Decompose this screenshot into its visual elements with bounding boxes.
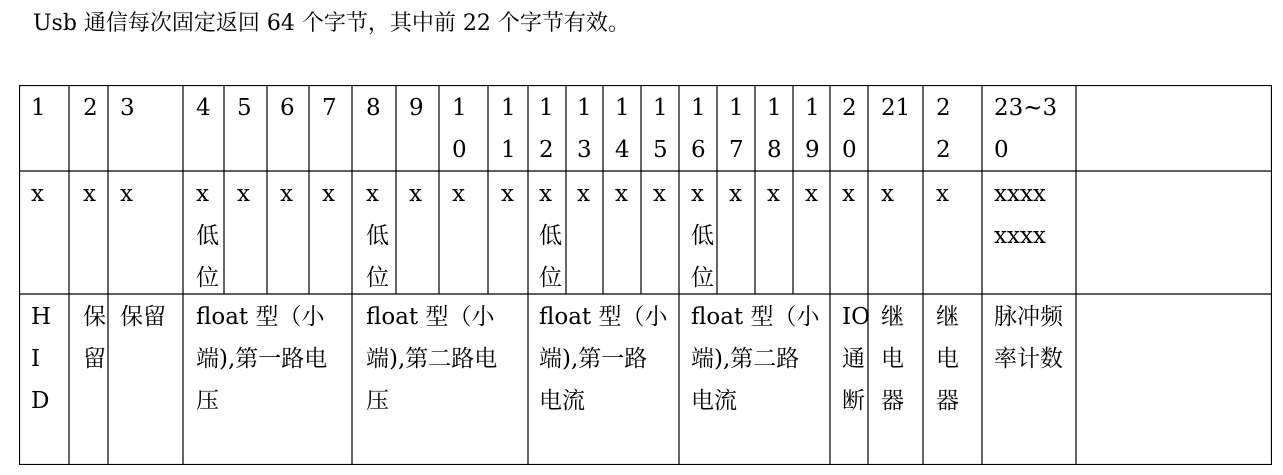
header-cell: 1 5: [653, 95, 668, 163]
header-cell: 1: [31, 95, 46, 121]
value-cell: x: [842, 181, 855, 207]
low-byte-label: 低 位: [539, 223, 562, 291]
desc-cell: 保留: [120, 304, 166, 330]
value-cell: x: [322, 181, 335, 207]
value-cell: x: [539, 181, 552, 207]
value-cell: x: [729, 181, 742, 207]
header-cell: 9: [409, 95, 424, 121]
header-cell: 1 2: [539, 95, 554, 163]
header-cell: 3: [120, 95, 135, 121]
value-cell: x: [196, 181, 209, 207]
value-cell: x: [936, 181, 949, 207]
header-cell: 2 2: [936, 95, 951, 163]
desc-cell: 继电器: [936, 304, 959, 414]
intro-text: Usb 通信每次固定返回 64 个字节，其中前 22 个字节有效。: [33, 11, 630, 36]
value-cell: x: [767, 181, 780, 207]
desc-cell: 保 留: [83, 304, 106, 372]
header-cell: 1 1: [501, 95, 516, 163]
header-cell: 1 8: [767, 95, 782, 163]
header-cell: 8: [366, 95, 381, 121]
value-cell: x: [409, 181, 422, 207]
header-cell: 2 0: [842, 95, 857, 163]
desc-cell: IO 通断: [842, 304, 870, 414]
header-cell: 1 6: [691, 95, 706, 163]
value-cell: x: [805, 181, 818, 207]
desc-cell: H I D: [31, 304, 52, 414]
value-cell: x: [881, 181, 894, 207]
value-cell: x: [653, 181, 666, 207]
header-cell: 7: [322, 95, 337, 121]
protocol-table: [19, 85, 1272, 465]
value-cell: x: [691, 181, 704, 207]
desc-cell: float 型（小端),第二路电压: [366, 304, 498, 414]
header-cell: 21: [881, 95, 911, 121]
header-cell: 1 4: [615, 95, 630, 163]
low-byte-label: 低 位: [691, 223, 714, 291]
value-cell: x: [452, 181, 465, 207]
value-cell: x: [237, 181, 250, 207]
header-cell: 2: [83, 95, 98, 121]
value-cell: x: [280, 181, 293, 207]
header-cell: 4: [196, 95, 211, 121]
value-cell: x: [83, 181, 96, 207]
desc-cell: float 型（小端),第二路电流: [691, 304, 820, 414]
header-cell: 1 0: [452, 95, 467, 163]
low-byte-label: 低 位: [366, 223, 389, 291]
header-cell: 1 3: [577, 95, 592, 163]
low-byte-label: 低 位: [196, 223, 219, 291]
header-cell: 23~3 0: [994, 95, 1058, 163]
value-cell: xxxx xxxx: [994, 181, 1046, 249]
value-cell: x: [120, 181, 133, 207]
header-cell: 6: [280, 95, 295, 121]
value-cell: x: [577, 181, 590, 207]
desc-cell: 脉冲频率计数: [994, 304, 1063, 372]
header-cell: 1 9: [805, 95, 820, 163]
desc-cell: float 型（小端),第一路电压: [196, 304, 328, 414]
header-cell: 1 7: [729, 95, 744, 163]
value-cell: x: [31, 181, 44, 207]
desc-cell: float 型（小端),第一路电流: [539, 304, 668, 414]
value-cell: x: [501, 181, 514, 207]
value-cell: x: [366, 181, 379, 207]
header-cell: 5: [237, 95, 252, 121]
desc-cell: 继电器: [881, 304, 904, 414]
value-cell: x: [615, 181, 628, 207]
